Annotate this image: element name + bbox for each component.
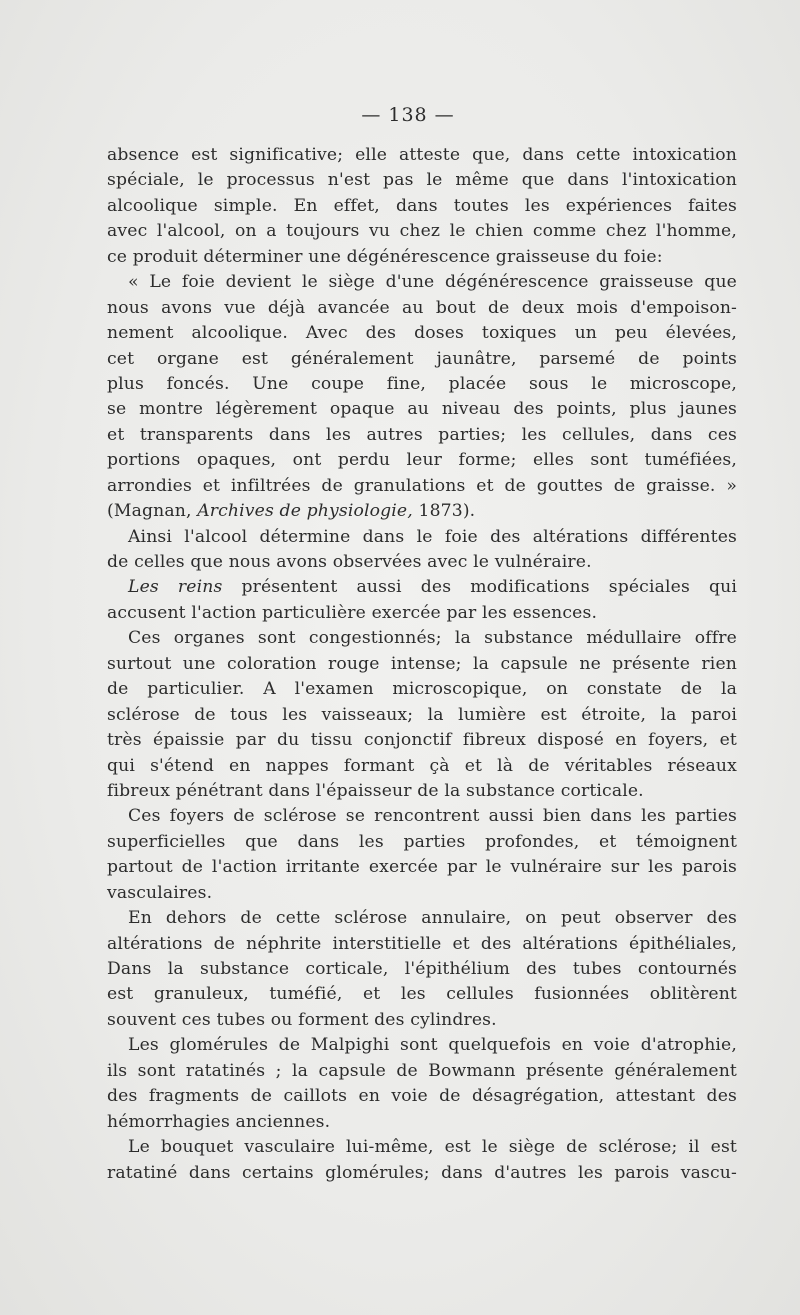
citation-journal: Archives de physiologie, — [197, 501, 413, 522]
text-line: absence est significative; elle atteste que, dans cette intoxication — [107, 145, 737, 165]
text-line: plus foncés. Une coupe fine, placée sous le microscope, — [107, 373, 737, 394]
text-line: se montre légèrement opaque au niveau des points, plus jaunes — [107, 399, 737, 420]
text-line: partout de l'action irritante exercée par le vulnéraire sur les parois — [107, 857, 737, 878]
text-line: nement alcoolique. Avec des doses toxiques un peu élevées, — [107, 323, 737, 344]
text-line: ratatiné dans certains glomérules; dans d'autres les parois vascu- — [107, 1162, 737, 1183]
text-line: avec l'alcool, on a toujours vu chez le chien comme chez l'homme, — [107, 221, 737, 242]
text-line: de celles que nous avons observées avec le vulnéraire. — [107, 552, 592, 572]
text-line: Le bouquet vasculaire lui-même, est le siège de sclérose; il est — [128, 1137, 737, 1158]
text-line: portions opaques, ont perdu leur forme; elles sont tuméfiées, — [107, 450, 737, 471]
text-line: fibreux pénétrant dans l'épaisseur de la substance corticale. — [107, 780, 644, 801]
text-line: Dans la substance corticale, l'épithélium des tubes contournés — [107, 959, 737, 979]
body-text — [107, 143, 737, 1186]
text-line: altérations de néphrite interstitielle et des altérations épithéliales, — [107, 933, 737, 954]
text-line: ce produit déterminer une dégénérescence graisseuse du foie: — [107, 246, 663, 267]
text-line: Ces foyers de sclérose se rencontrent aussi bien dans les parties — [128, 806, 737, 827]
section-lead-line: Les reins présentent aussi des modifications spéciales qui — [128, 577, 737, 598]
text-line: superficielles que dans les parties profondes, et témoignent — [107, 831, 737, 852]
text-line: Ces organes sont congestionnés; la substance médullaire offre — [128, 628, 737, 649]
text-line: des fragments de caillots en voie de désagrégation, attestant des — [107, 1086, 737, 1107]
page-number: — 138 — — [361, 104, 455, 126]
text-line: ils sont ratatinés ; la capsule de Bowmann présente généralement — [107, 1060, 737, 1081]
text-line: vasculaires. — [107, 882, 213, 903]
text-line: alcoolique simple. En effet, dans toutes les expériences faites — [107, 195, 737, 216]
text-line: En dehors de cette sclérose annulaire, on peut observer des — [128, 908, 737, 929]
section-term-reins: Les reins — [128, 577, 223, 598]
text-line: Les glomérules de Malpighi sont quelquefois en voie d'atrophie, — [128, 1035, 737, 1056]
text-line: et transparents dans les autres parties; les cellules, dans ces — [107, 424, 737, 445]
citation-year: 1873). — [412, 501, 476, 522]
text-line: très épaissie par du tissu conjonctif fibreux disposé en foyers, et — [107, 730, 737, 751]
text-line: accusent l'action particulière exercée par les essences. — [107, 602, 598, 623]
text-line: « Le foie devient le siège d'une dégénérescence graisseuse que — [128, 272, 737, 293]
text-line: qui s'étend en nappes formant çà et là de véritables réseaux — [107, 755, 737, 776]
text-line: sclérose de tous les vaisseaux; la lumière est étroite, la paroi — [107, 704, 737, 725]
text-line: nous avons vue déjà avancée au bout de deux mois d'empoison- — [107, 297, 737, 318]
citation-line — [107, 499, 737, 524]
text-line: Ainsi l'alcool détermine dans le foie des altérations différentes — [128, 526, 737, 547]
text-line: spéciale, le processus n'est pas le même que dans l'intoxication — [107, 170, 737, 191]
citation-author: (Magnan, — [107, 501, 198, 522]
text-line: souvent ces tubes ou forment des cylindres. — [107, 1009, 497, 1030]
text-line: hémorrhagies anciennes. — [107, 1111, 331, 1132]
text-line: surtout une coloration rouge intense; la capsule ne présente rien — [107, 653, 737, 674]
text-line: est granuleux, tuméfié, et les cellules fusionnées oblitèrent — [107, 984, 737, 1005]
text-line: arrondies et infiltrées de granulations et de gouttes de graisse. » — [107, 475, 737, 496]
text-line: cet organe est généralement jaunâtre, parsemé de points — [107, 348, 737, 369]
text-line: de particulier. A l'examen microscopique, on constate de la — [107, 679, 737, 700]
